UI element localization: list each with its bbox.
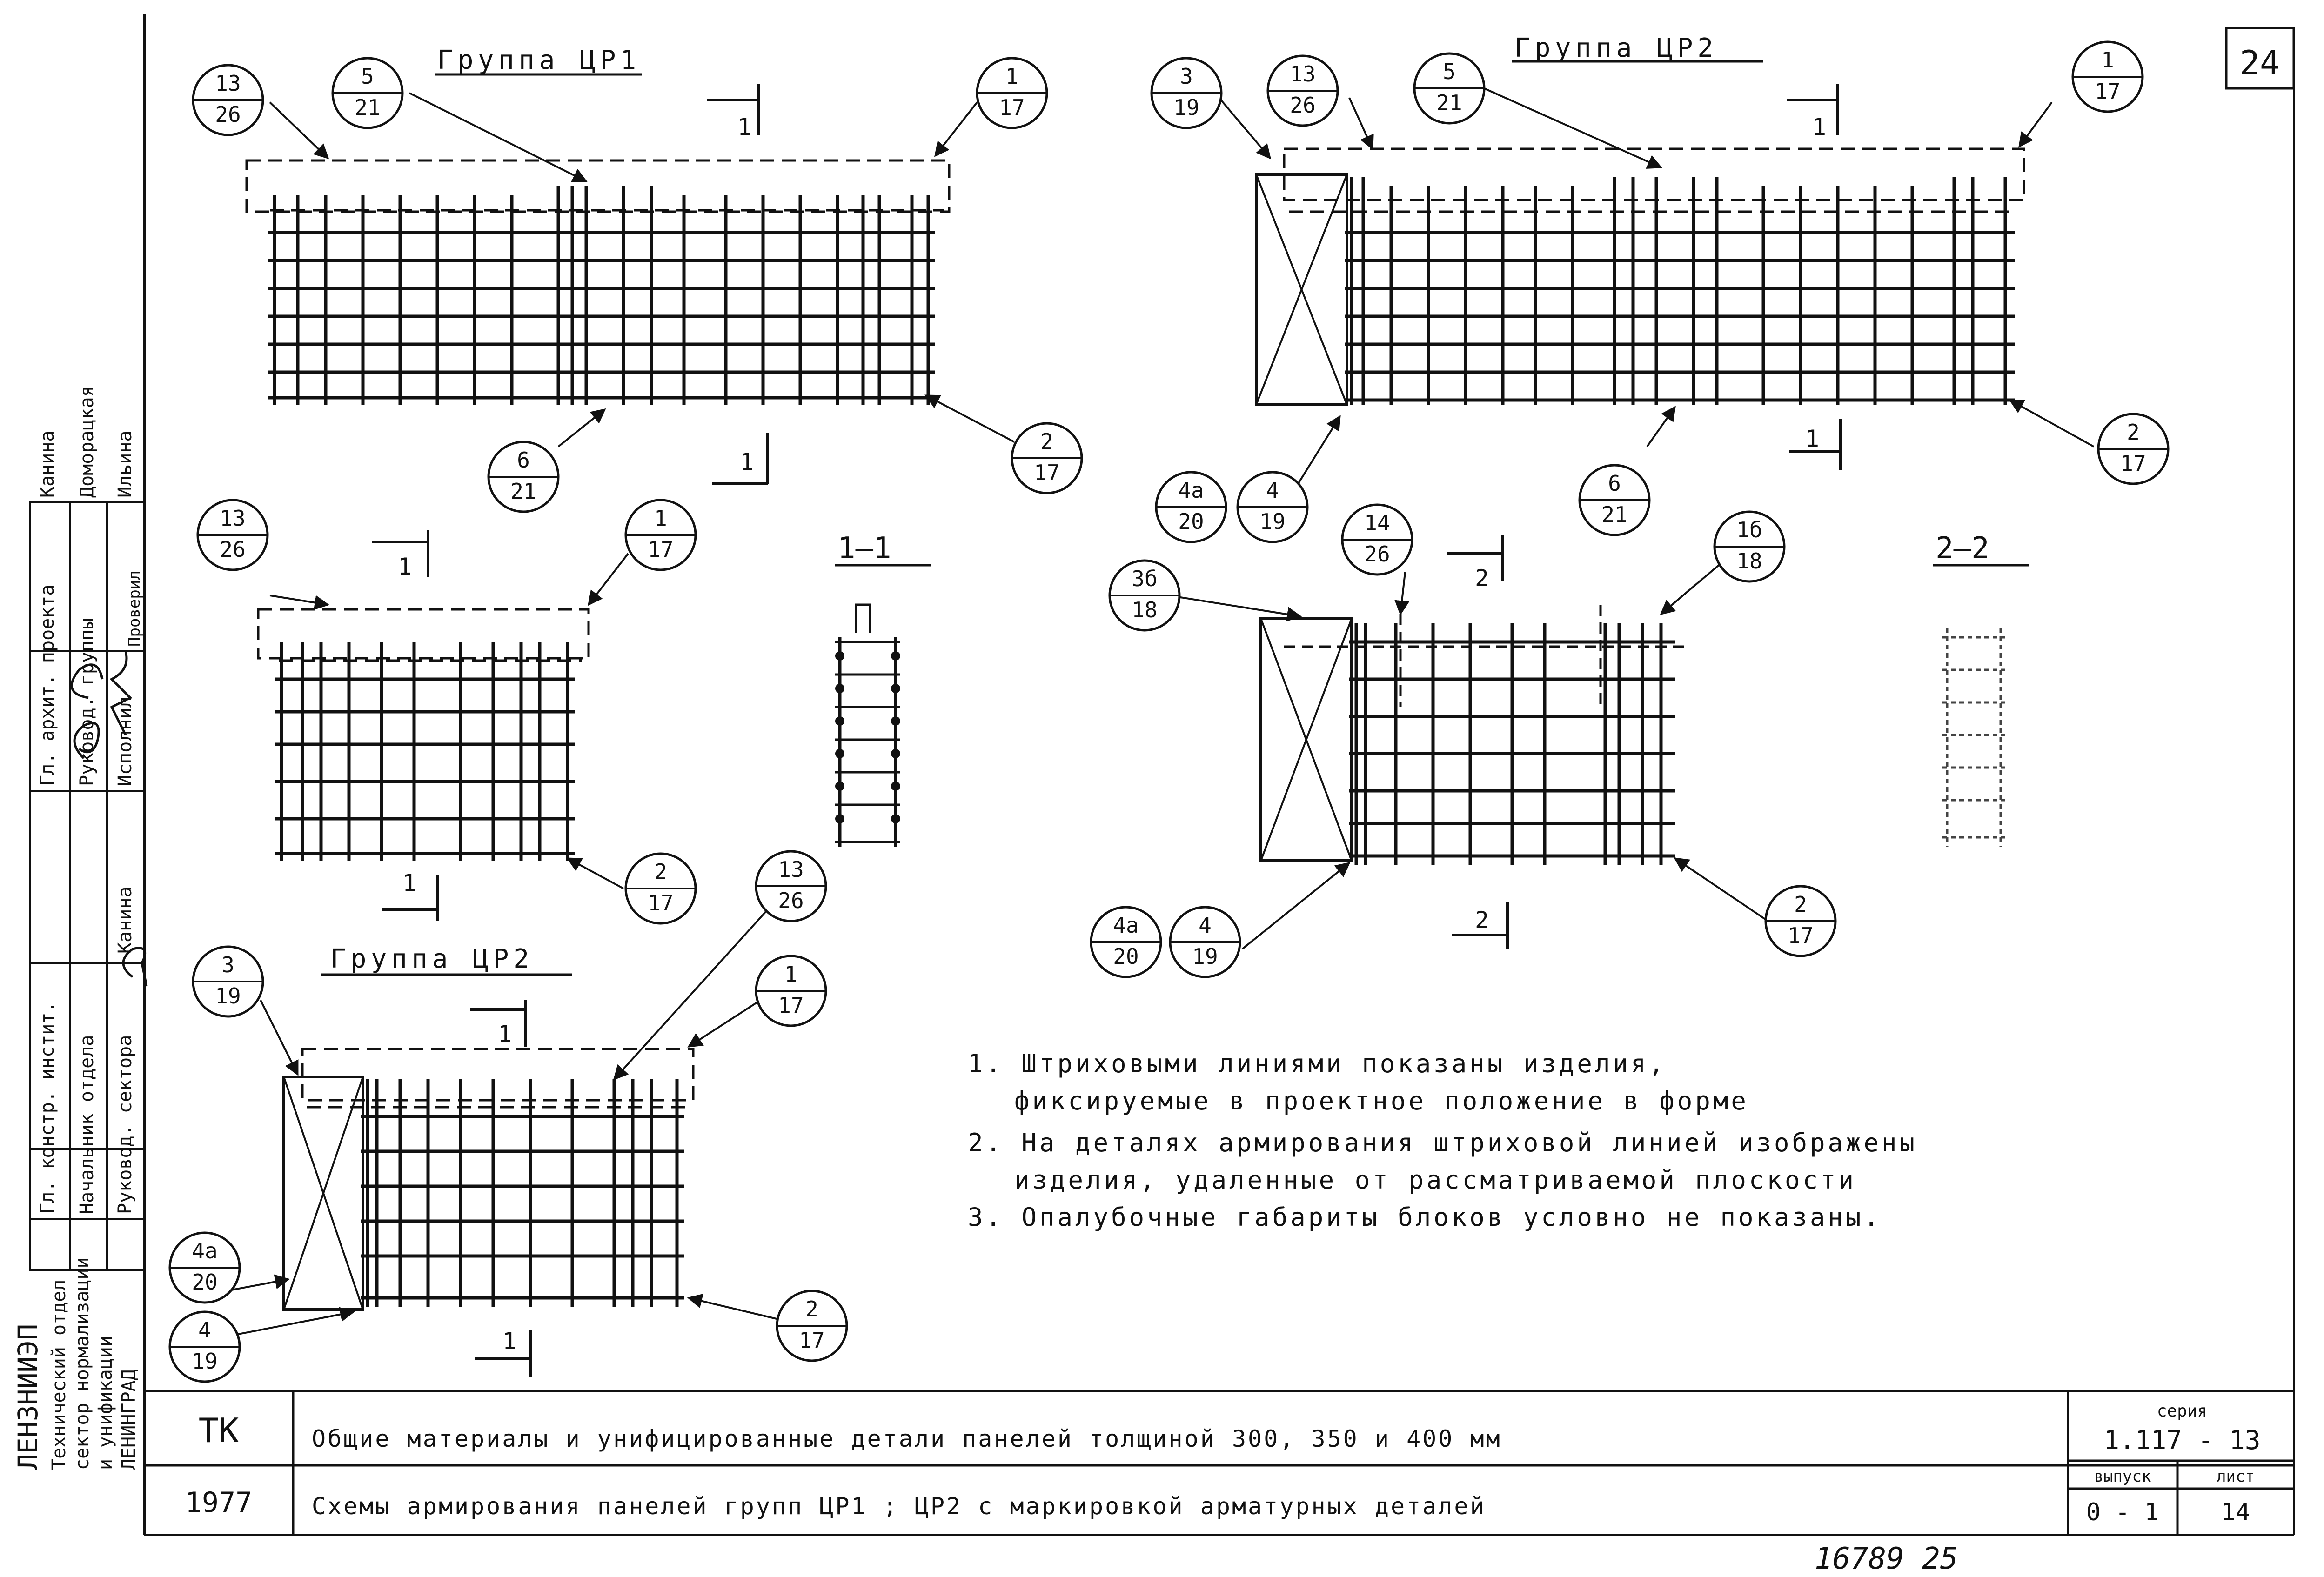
stamp-org: сектор нормализации <box>72 1257 93 1470</box>
cut-mark: 1 <box>737 114 752 140</box>
seria-value: 1.117 - 13 <box>2103 1425 2261 1456</box>
callout-4-19 <box>1170 907 1240 977</box>
callout-4-19 <box>170 1312 240 1382</box>
callout-2-17 <box>1012 423 1082 493</box>
callout-5-21 <box>333 58 402 128</box>
svg-text:17: 17 <box>1034 460 1060 485</box>
callout-1b-18 <box>1715 512 1784 581</box>
svg-text:14: 14 <box>1364 510 1390 535</box>
title-line-2: Схемы армирования панелей групп ЦР1 ; ЦР2 с маркировкой арматурных деталей <box>312 1493 1486 1520</box>
stamp-org: Технический отдел <box>48 1279 70 1470</box>
cut-mark: 2 <box>1475 565 1489 592</box>
callout-3b-18 <box>1110 561 1179 630</box>
svg-text:19: 19 <box>1259 509 1286 534</box>
svg-text:1: 1 <box>654 506 667 531</box>
svg-text:13: 13 <box>778 857 804 882</box>
svg-text:2: 2 <box>1040 429 1053 454</box>
svg-text:2: 2 <box>654 859 667 884</box>
stamp-org: и унификации <box>95 1336 116 1470</box>
stamp-org: ЛЕНИНГРАД <box>118 1369 140 1470</box>
callout-2-17 <box>2098 414 2168 484</box>
title-code: ТК <box>198 1411 239 1450</box>
title-block <box>144 1391 2294 1535</box>
stamp-org: ЛЕНЗНИИЭП <box>12 1323 44 1470</box>
svg-text:6: 6 <box>1608 471 1621 496</box>
section-label: 1—1 <box>837 531 891 566</box>
section-2-2 <box>1933 531 2029 847</box>
stamp-role: Гл. констр. инстит. <box>37 1001 58 1214</box>
svg-text:26: 26 <box>1290 93 1316 118</box>
stamp-role: Исполнил <box>114 696 136 786</box>
svg-text:4а: 4а <box>1178 478 1204 503</box>
cut-mark: 1 <box>498 1021 512 1048</box>
callout-4a-20 <box>170 1233 240 1303</box>
svg-text:1: 1 <box>2101 47 2114 73</box>
callout-3-19 <box>1152 58 1221 128</box>
svg-text:20: 20 <box>192 1270 218 1295</box>
callout-1-17 <box>977 58 1047 128</box>
callout-4a-20 <box>1091 907 1161 977</box>
svg-text:18: 18 <box>1736 548 1762 574</box>
svg-text:19: 19 <box>215 983 241 1009</box>
svg-text:26: 26 <box>220 537 246 562</box>
list-value: 14 <box>2221 1498 2250 1526</box>
svg-text:2: 2 <box>805 1296 818 1322</box>
svg-text:5: 5 <box>361 64 374 89</box>
stamp-role: Проверил <box>125 570 144 647</box>
cut-mark: 1 <box>1812 114 1827 140</box>
cut-mark: 1 <box>502 1328 517 1355</box>
svg-text:19: 19 <box>1192 944 1218 969</box>
panel-cr2-middle <box>1261 535 1684 949</box>
cut-mark: 1 <box>1805 425 1820 452</box>
stamp-name: Ильина <box>114 430 136 498</box>
svg-text:26: 26 <box>1364 541 1390 567</box>
svg-text:4: 4 <box>1199 913 1212 938</box>
svg-text:6: 6 <box>517 448 530 473</box>
callout-6-21 <box>489 442 558 512</box>
callout-3-19 <box>193 947 263 1016</box>
callout-6-21 <box>1580 465 1649 535</box>
svg-text:3б: 3б <box>1132 566 1158 591</box>
callout-2-17 <box>1766 886 1835 956</box>
svg-text:4а: 4а <box>1113 913 1139 938</box>
svg-text:17: 17 <box>648 890 674 915</box>
stamp-role: Руковод. группы <box>76 618 98 786</box>
group-title: Группа ЦР2 <box>330 944 534 974</box>
svg-text:20: 20 <box>1178 509 1204 534</box>
svg-text:17: 17 <box>799 1328 825 1353</box>
stamp-role: Начальник отдела <box>76 1035 98 1214</box>
svg-text:18: 18 <box>1132 597 1158 622</box>
svg-text:17: 17 <box>778 993 804 1018</box>
svg-text:17: 17 <box>1788 923 1814 948</box>
svg-text:13: 13 <box>215 71 241 96</box>
svg-text:21: 21 <box>1436 90 1462 115</box>
callout-4-19 <box>1238 472 1307 542</box>
svg-text:21: 21 <box>355 95 381 120</box>
vypusk-label: выпуск <box>2094 1467 2151 1486</box>
cut-mark: 1 <box>398 553 412 580</box>
svg-text:3: 3 <box>1180 64 1193 89</box>
svg-text:13: 13 <box>1290 61 1316 87</box>
svg-text:17: 17 <box>999 95 1025 120</box>
svg-text:2: 2 <box>2127 420 2140 445</box>
title-line-1: Общие материалы и унифицированные детали панелей толщиной 300, 350 и 400 мм <box>312 1425 1502 1452</box>
stamp-role: Гл. архит. проекта <box>37 584 58 786</box>
callout-13-26 <box>198 500 268 570</box>
callout-1-17 <box>2073 42 2143 112</box>
cut-mark: 1 <box>740 448 754 475</box>
svg-text:17: 17 <box>648 537 674 562</box>
svg-text:17: 17 <box>2120 451 2146 476</box>
svg-text:5: 5 <box>1443 59 1456 84</box>
title-year: 1977 <box>185 1486 253 1519</box>
callout-2-17 <box>777 1291 847 1361</box>
note-line: фиксируемые в проектное положение в форме <box>1014 1086 1749 1116</box>
note-line: 3. Опалубочные габариты блоков условно не показаны. <box>968 1203 1882 1232</box>
svg-text:20: 20 <box>1113 944 1139 969</box>
note-line: 2. На деталях армирования штриховой линией изображены <box>968 1128 1918 1157</box>
callout-13-26 <box>756 851 826 921</box>
footer-reference: 16789 25 <box>1815 1542 1958 1576</box>
callout-2-17 <box>626 854 696 923</box>
callout-1-17 <box>626 500 696 570</box>
callout-13-26 <box>1268 56 1338 126</box>
group-title: Группа ЦР1 <box>437 45 641 75</box>
svg-text:2: 2 <box>1794 892 1807 917</box>
note-line: изделия, удаленные от рассматриваемой плоскости <box>1014 1165 1857 1195</box>
svg-text:17: 17 <box>2095 79 2121 104</box>
callout-5-21 <box>1414 53 1484 123</box>
stamp-role: Руковод. сектора <box>114 1035 136 1214</box>
vypusk-value: 0 - 1 <box>2086 1498 2159 1526</box>
svg-text:4: 4 <box>1266 478 1279 503</box>
panel-cr1-small <box>258 530 589 921</box>
svg-text:1: 1 <box>784 962 797 987</box>
svg-text:19: 19 <box>1173 95 1199 120</box>
panel-cr2-top <box>1256 33 2024 470</box>
svg-text:26: 26 <box>778 888 804 913</box>
stamp-block <box>12 386 147 1470</box>
callout-14-26 <box>1342 505 1412 575</box>
svg-text:19: 19 <box>192 1349 218 1374</box>
callout-4a-20 <box>1156 472 1226 542</box>
svg-text:3: 3 <box>221 952 234 977</box>
cut-mark: 1 <box>402 869 417 896</box>
svg-text:1: 1 <box>1005 64 1018 89</box>
section-1-1 <box>835 531 931 847</box>
svg-text:21: 21 <box>1601 502 1627 527</box>
callout-13-26 <box>193 65 263 135</box>
svg-text:4: 4 <box>198 1317 211 1343</box>
section-label: 2—2 <box>1936 531 1989 566</box>
group-title: Группа ЦР2 <box>1514 33 1718 63</box>
list-label: лист <box>2217 1467 2255 1486</box>
svg-text:1б: 1б <box>1736 517 1762 542</box>
stamp-name: Доморацкая <box>76 386 98 498</box>
svg-text:13: 13 <box>220 506 246 531</box>
seria-label: серия <box>2157 1402 2208 1421</box>
svg-text:4а: 4а <box>192 1238 218 1263</box>
svg-text:26: 26 <box>215 102 241 127</box>
note-line: 1. Штриховыми линиями показаны изделия, <box>968 1049 1667 1078</box>
svg-text:21: 21 <box>510 479 536 504</box>
sheet-number: 24 <box>2239 43 2280 82</box>
stamp-name: Канина <box>114 886 136 954</box>
sheet-number-box <box>2226 28 2294 88</box>
stamp-name: Канина <box>37 430 58 498</box>
cut-mark: 2 <box>1475 907 1489 934</box>
panel-cr2-bottom <box>284 944 693 1377</box>
callout-1-17 <box>756 956 826 1026</box>
